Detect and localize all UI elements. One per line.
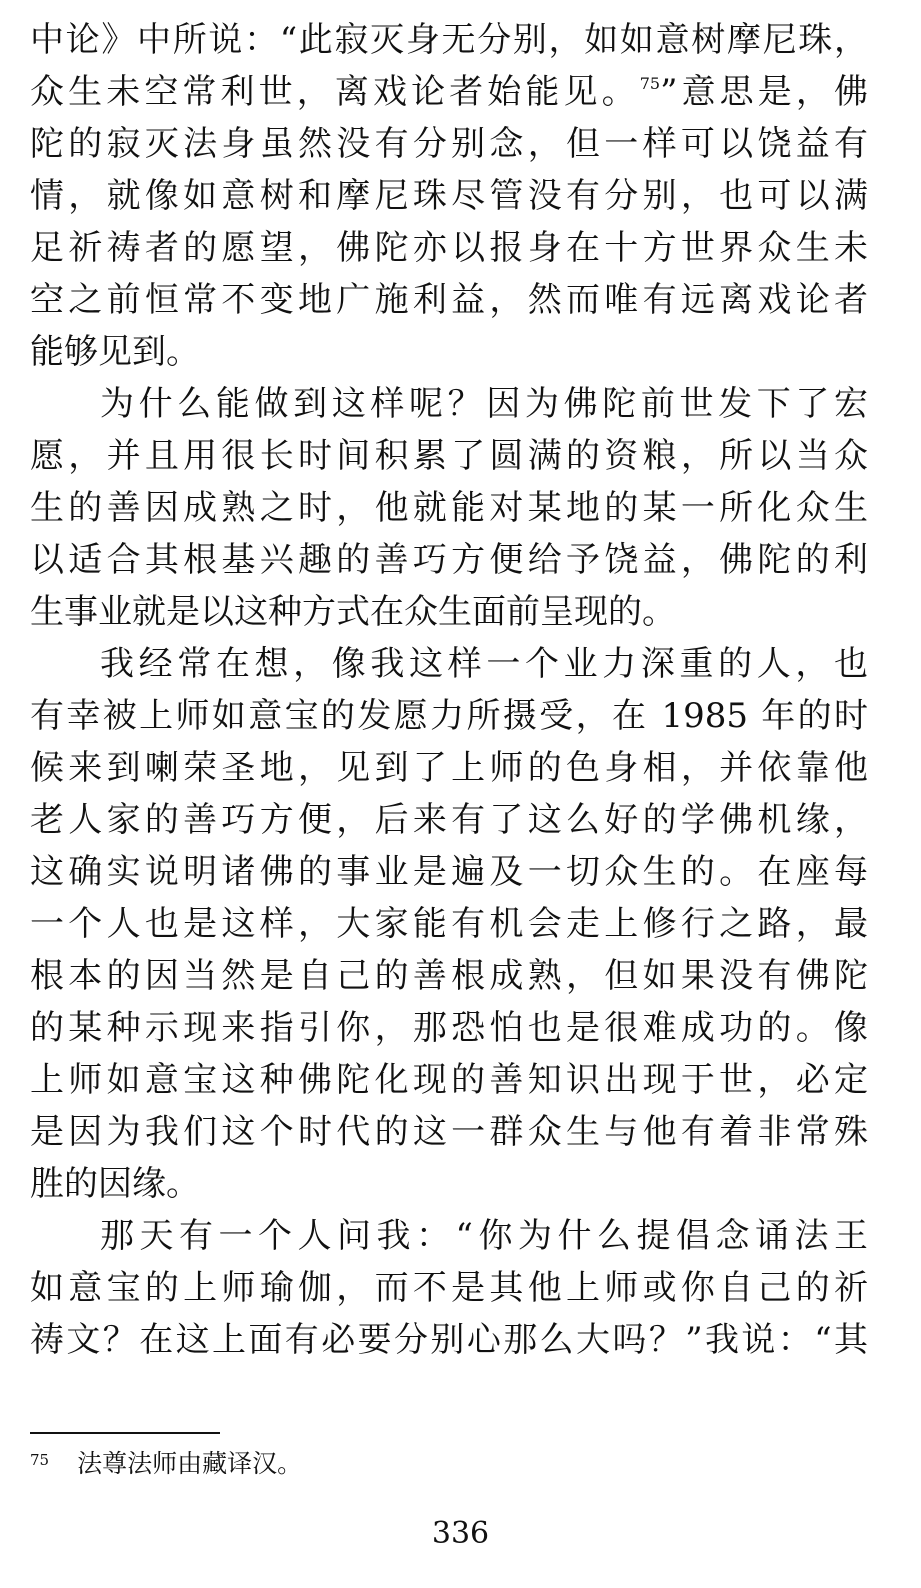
footnote-divider xyxy=(30,1432,220,1434)
text-line: 情，就像如意树和摩尼珠尽管没有分别，也可以满 xyxy=(30,176,868,216)
text-line: 陀的寂灭法身虽然没有分别念，但一样可以饶益有 xyxy=(30,124,868,164)
text-line: 能够见到。 xyxy=(30,332,200,372)
footnote-text: 法尊法师由藏译汉。 xyxy=(77,1449,303,1478)
text-line-with-footnote-ref xyxy=(30,66,868,118)
text-line: 中论》中所说：“此寂灭身无分别，如如意树摩尼珠， xyxy=(30,20,868,60)
text-line: 有幸被上师如意宝的发愿力所摄受，在 1985 年的时 xyxy=(30,696,868,736)
footnote xyxy=(30,1446,302,1482)
text-line: 如意宝的上师瑜伽，而不是其他上师或你自己的祈 xyxy=(30,1268,868,1308)
paragraph-first-line: 我经常在想，像我这样一个业力深重的人，也 xyxy=(100,644,868,684)
page-number: 336 xyxy=(431,1516,490,1551)
paragraph-first-line: 那天有一个人问我：“你为什么提倡念诵法王 xyxy=(100,1216,868,1256)
text-line: 的某种示现来指引你，那恐怕也是很难成功的。像 xyxy=(30,1008,868,1048)
text-line: 愿，并且用很长时间积累了圆满的资粮，所以当众 xyxy=(30,436,868,476)
text-line: 生的善因成熟之时，他就能对某地的某一所化众生 xyxy=(30,488,868,528)
text-line: 足祈祷者的愿望，佛陀亦以报身在十方世界众生未 xyxy=(30,228,868,268)
text-line: 空之前恒常不变地广施利益，然而唯有远离戏论者 xyxy=(30,280,868,320)
text-line: 这确实说明诸佛的事业是遍及一切众生的。在座每 xyxy=(30,852,868,892)
footnote-number: 75 xyxy=(30,1451,50,1469)
text-line: 祷文？在这上面有必要分别心那么大吗？”我说：“其 xyxy=(30,1320,868,1360)
paragraph-first-line: 为什么能做到这样呢？因为佛陀前世发下了宏 xyxy=(100,384,868,424)
text-line: 胜的因缘。 xyxy=(30,1164,200,1204)
text-line: 是因为我们这个时代的这一群众生与他有着非常殊 xyxy=(30,1112,868,1152)
text-line: 以适合其根基兴趣的善巧方便给予饶益，佛陀的利 xyxy=(30,540,868,580)
text-line: 老人家的善巧方便，后来有了这么好的学佛机缘， xyxy=(30,800,868,840)
text-line: 上师如意宝这种佛陀化现的善知识出现于世，必定 xyxy=(30,1060,868,1100)
footnote-reference[interactable]: 75 xyxy=(639,74,661,93)
text-line: 一个人也是这样，大家能有机会走上修行之路，最 xyxy=(30,904,868,944)
page-body xyxy=(30,14,868,1366)
text-segment: 众生未空常利世，离戏论者始能见。 xyxy=(30,72,640,112)
text-segment: ”意思是，佛 xyxy=(660,72,868,112)
text-line: 生事业就是以这种方式在众生面前呈现的。 xyxy=(30,592,676,632)
text-line: 候来到喇荣圣地，见到了上师的色身相，并依靠他 xyxy=(30,748,868,788)
text-line: 根本的因当然是自己的善根成熟，但如果没有佛陀 xyxy=(30,956,868,996)
